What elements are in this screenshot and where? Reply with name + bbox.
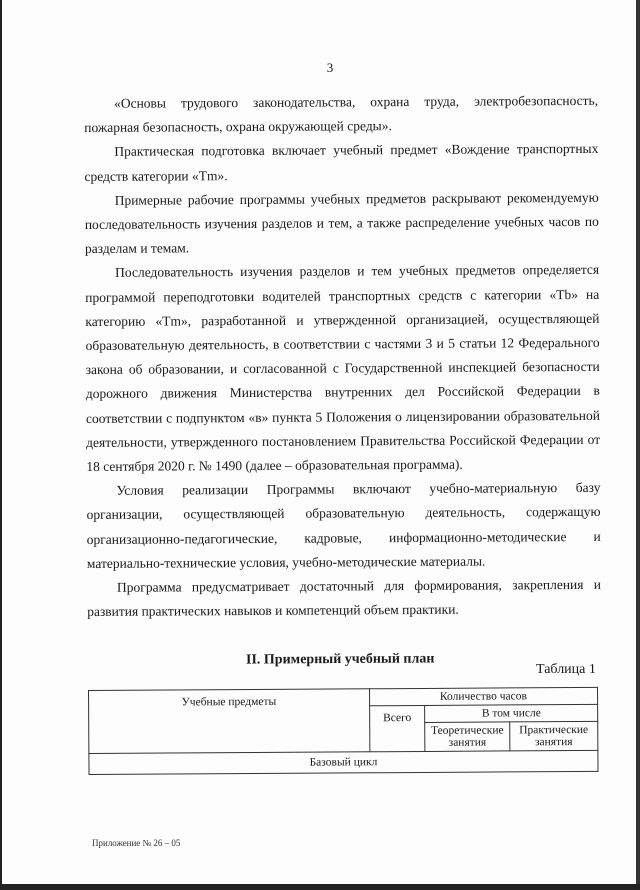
scan-border-bottom	[0, 884, 640, 890]
footer-note: Приложение № 26 – 05	[92, 838, 181, 848]
body-text	[84, 89, 601, 625]
section-title: II. Примерный учебный план	[245, 651, 435, 668]
hours-header: Количество часов	[369, 687, 597, 705]
total-header: Всего	[369, 705, 425, 751]
base-cycle-row: Базовый цикл	[89, 750, 598, 774]
paragraph: Примерные рабочие программы учебных предметов раскрывают рекомендуемую последовательность изучения разделов и тем, а также распределение учебных часов по разделам и темам.	[84, 189, 599, 257]
scan-border-left	[0, 0, 2, 890]
page-number: 3	[326, 60, 334, 75]
table-label: Таблица 1	[536, 662, 596, 677]
paragraph: Программа предусматривает достаточный для формирования, закрепления и развития практических навыков и компетенций объем практики.	[87, 576, 602, 620]
paragraph: Условия реализации Программы включают учебно-материальную базу организации, осуществляющей образовательную деятельность, содержащую организационно-педагогические, кадровые, информационно-методические и материально-технические условия, учебно-методические материалы.	[86, 480, 601, 571]
theory-header: Теоретические занятия	[425, 722, 510, 752]
paragraph: Последовательность изучения разделов и тем учебных предметов определяется программой переподготовки водителей транспортных средств с категории «Tb» на категорию «Tm», разработанной и утвержденной организацией, осуществляющей образовательную деятельность, в соответствии с частями 3 и 5 статьи 12 Федерального закона об образовании, и согласованной с Государственной инспекцией безопасности дорожного движения Министерства внутренних дел Российской Федерации в соответствии с подпунктом «в» пункта 5 Положения о лицензировании образовательной деятельности, утвержденного постановлением Правительства Российской Федерации от 18 сентября 2020 г. № 1490 (далее – образовательная программа).	[85, 262, 601, 475]
study-plan-table	[88, 687, 599, 775]
paragraph: Практическая подготовка включает учебный предмет «Вождение транспортных средств категории «Tm».	[84, 141, 599, 184]
paragraph: «Основы трудового законодательства, охрана труда, электробезопасность, пожарная безопасность, охрана окружающей среды».	[84, 92, 599, 136]
including-header: В том числе	[425, 704, 598, 722]
table-row	[89, 750, 598, 774]
scan-border-right	[636, 0, 640, 890]
subjects-header: Учебные предметы	[89, 689, 370, 754]
practice-header: Практические занятия	[510, 721, 598, 751]
